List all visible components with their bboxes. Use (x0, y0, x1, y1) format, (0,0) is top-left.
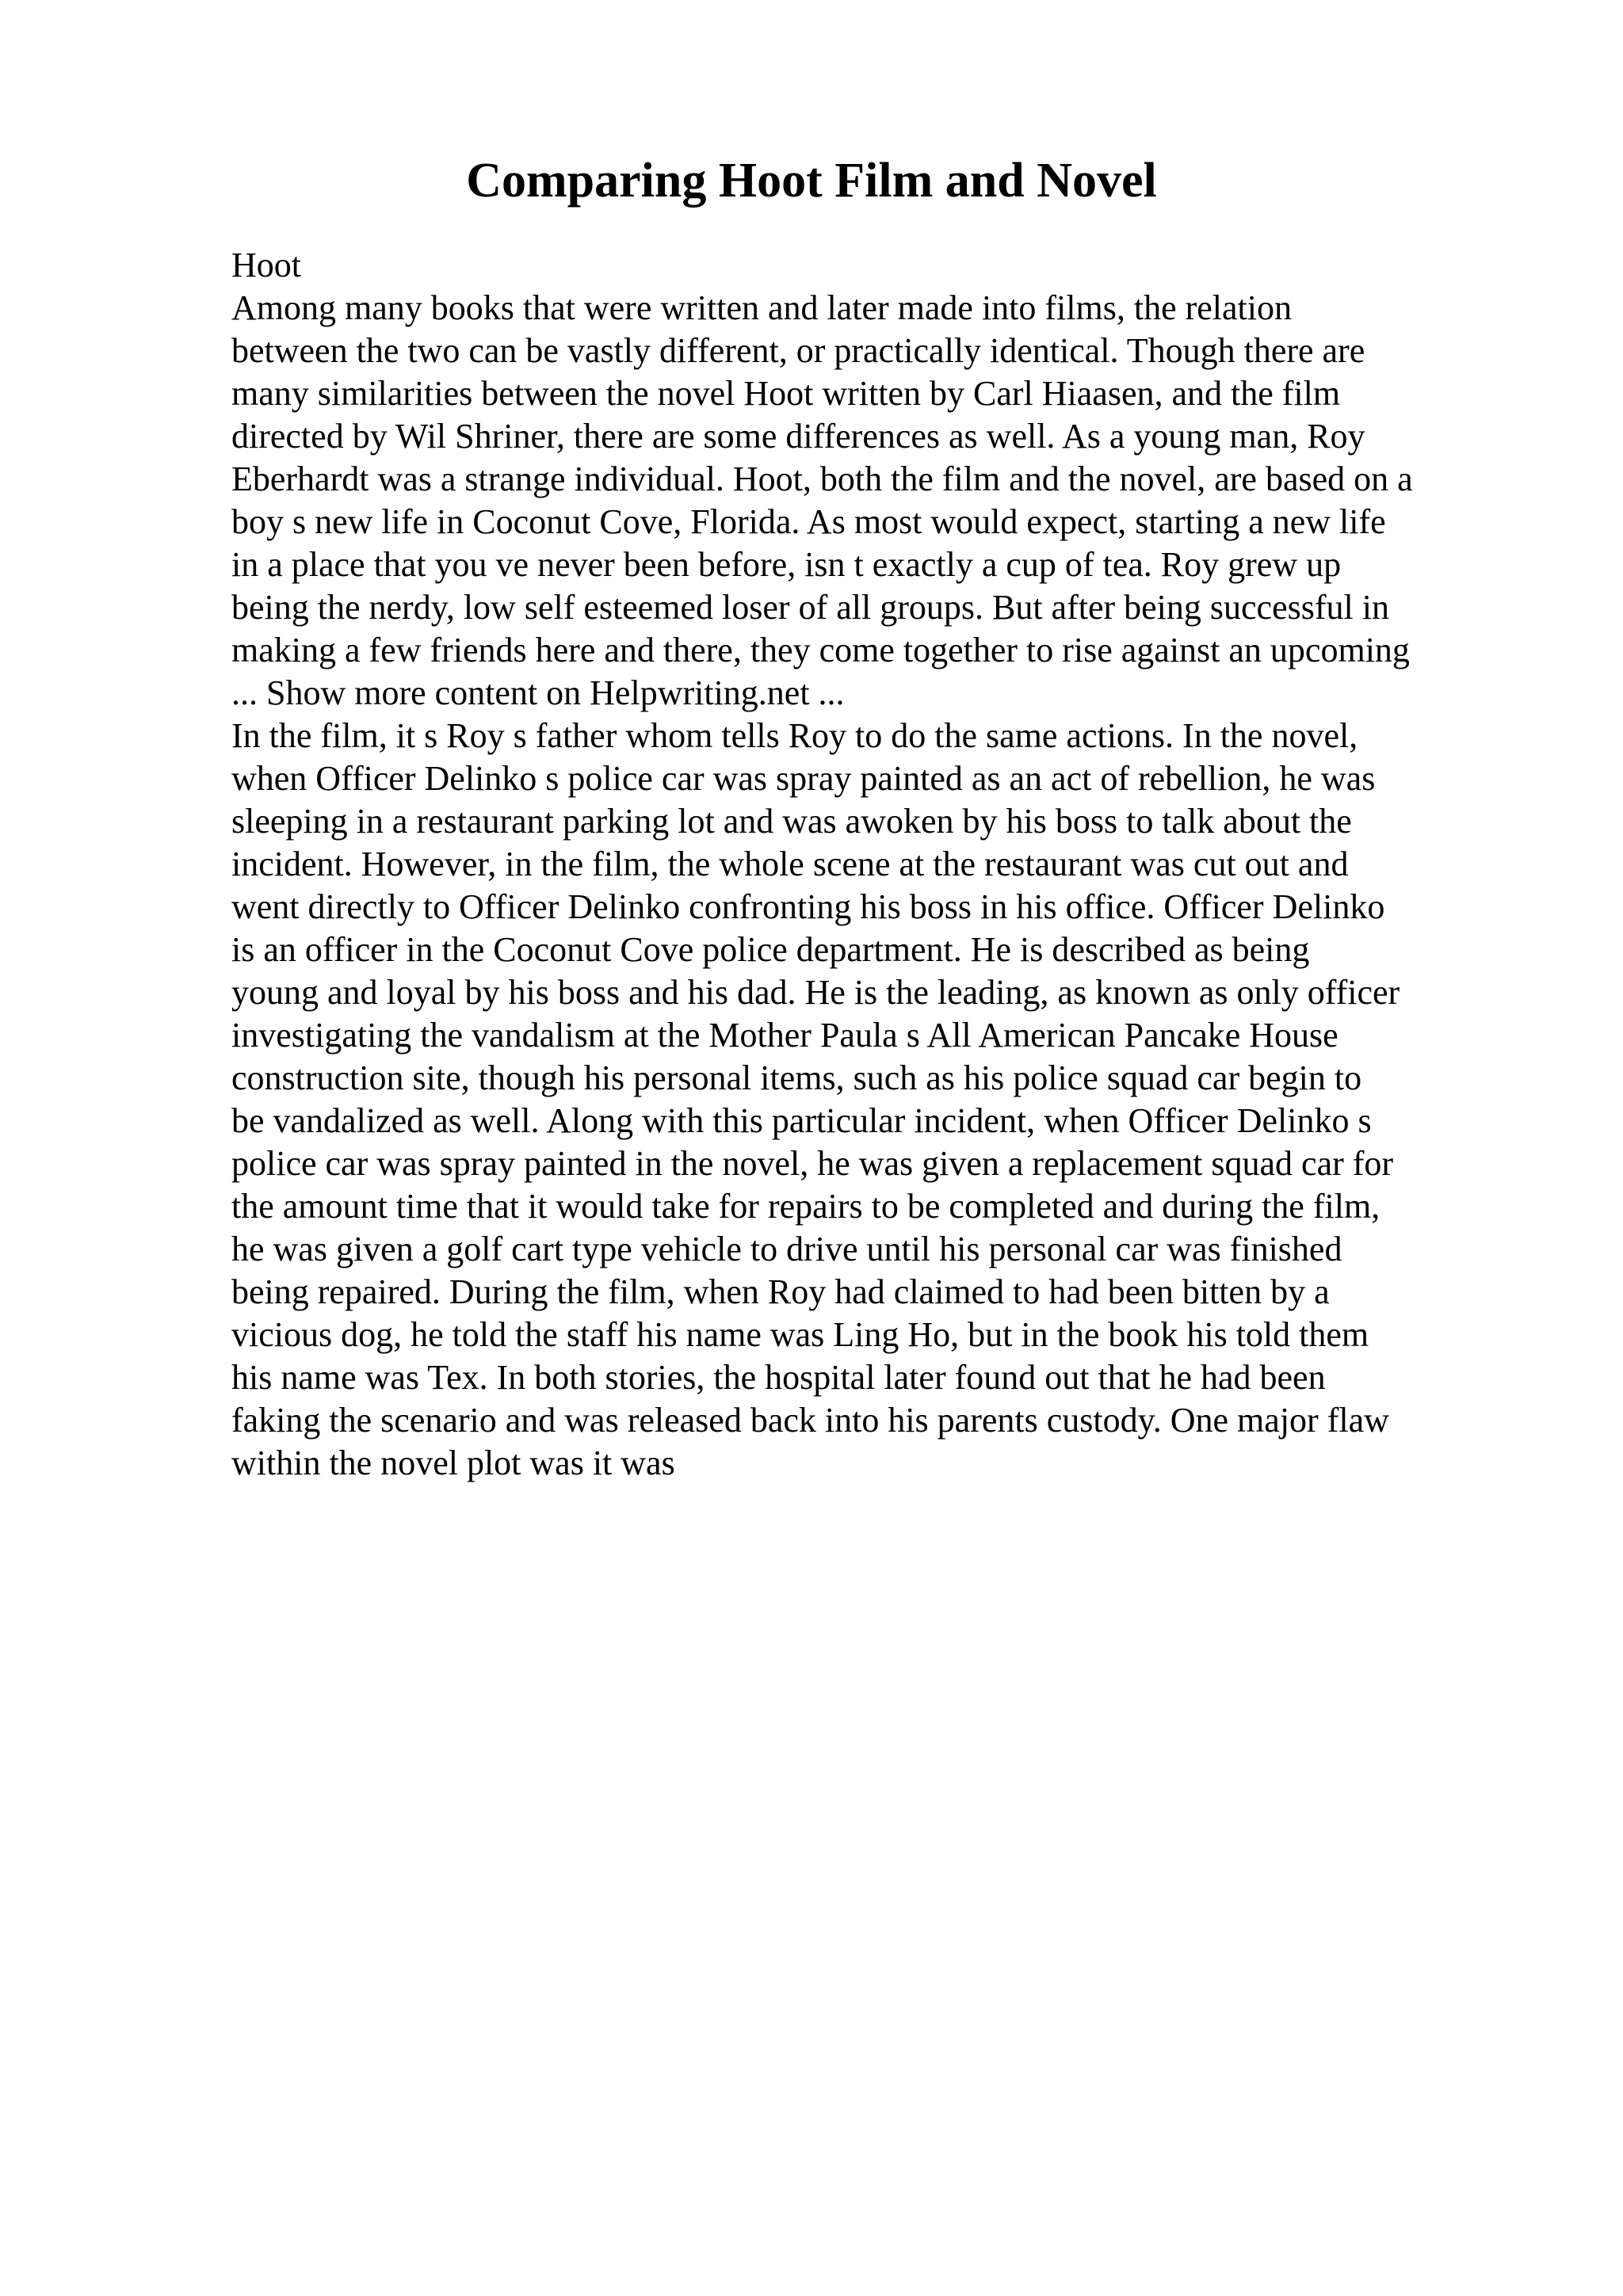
body-line: in a place that you ve never been before, isn t exactly a cup of tea. Roy grew up (231, 545, 1342, 584)
body-line: faking the scenario and was released back into his parents custody. One major flaw (231, 1401, 1389, 1440)
body-line: his name was Tex. In both stories, the hospital later found out that he had been (231, 1358, 1326, 1397)
body-line: be vandalized as well. Along with this particular incident, when Officer Delinko s (231, 1101, 1372, 1140)
body-line: within the novel plot was it was (231, 1444, 675, 1482)
body-line: Eberhardt was a strange individual. Hoot, both the film and the novel, are based on a (231, 460, 1413, 498)
document-body (231, 244, 1499, 1485)
body-line: In the film, it s Roy s father whom tells Roy to do the same actions. In the novel, (231, 716, 1358, 755)
body-line: many similarities between the novel Hoot written by Carl Hiaasen, and the film (231, 374, 1341, 413)
body-line: boy s new life in Coconut Cove, Florida. As most would expect, starting a new life (231, 502, 1386, 541)
body-line: vicious dog, he told the staff his name was Ling Ho, but in the book his told them (231, 1315, 1369, 1354)
body-line: went directly to Officer Delinko confronting his boss in his office. Officer Delinko (231, 887, 1385, 926)
body-line: incident. However, in the film, the whole scene at the restaurant was cut out and (231, 845, 1349, 883)
body-line: directed by Wil Shriner, there are some differences as well. As a young man, Roy (231, 417, 1365, 456)
body-line: when Officer Delinko s police car was spray painted as an act of rebellion, he was (231, 759, 1376, 798)
body-line: between the two can be vastly different, or practically identical. Though there are (231, 331, 1365, 370)
body-line: making a few friends here and there, they come together to rise against an upcoming (231, 631, 1410, 669)
body-line: investigating the vandalism at the Mother Paula s All American Pancake House (231, 1016, 1338, 1055)
body-line: Among many books that were written and later made into films, the relation (231, 288, 1292, 327)
body-line: construction site, though his personal items, such as his police squad car begin to (231, 1058, 1362, 1097)
body-line: police car was spray painted in the novel, he was given a replacement squad car for (231, 1144, 1394, 1183)
body-line: the amount time that it would take for repairs to be completed and during the film, (231, 1187, 1381, 1226)
body-line: is an officer in the Coconut Cove police department. He is described as being (231, 930, 1310, 969)
body-line: being repaired. During the film, when Roy had claimed to had been bitten by a (231, 1272, 1330, 1311)
body-line: young and loyal by his boss and his dad. He is the leading, as known as only officer (231, 973, 1400, 1012)
body-line: Hoot (231, 246, 301, 284)
body-line: being the nerdy, low self esteemed loser of all groups. But after being successful in (231, 588, 1389, 627)
body-line: sleeping in a restaurant parking lot and was awoken by his boss to talk about the (231, 802, 1352, 841)
body-line: he was given a golf cart type vehicle to drive until his personal car was finished (231, 1230, 1342, 1268)
document-title: Comparing Hoot Film and Novel (466, 154, 1157, 208)
show-more-line: ... Show more content on Helpwriting.net ... (231, 673, 845, 712)
